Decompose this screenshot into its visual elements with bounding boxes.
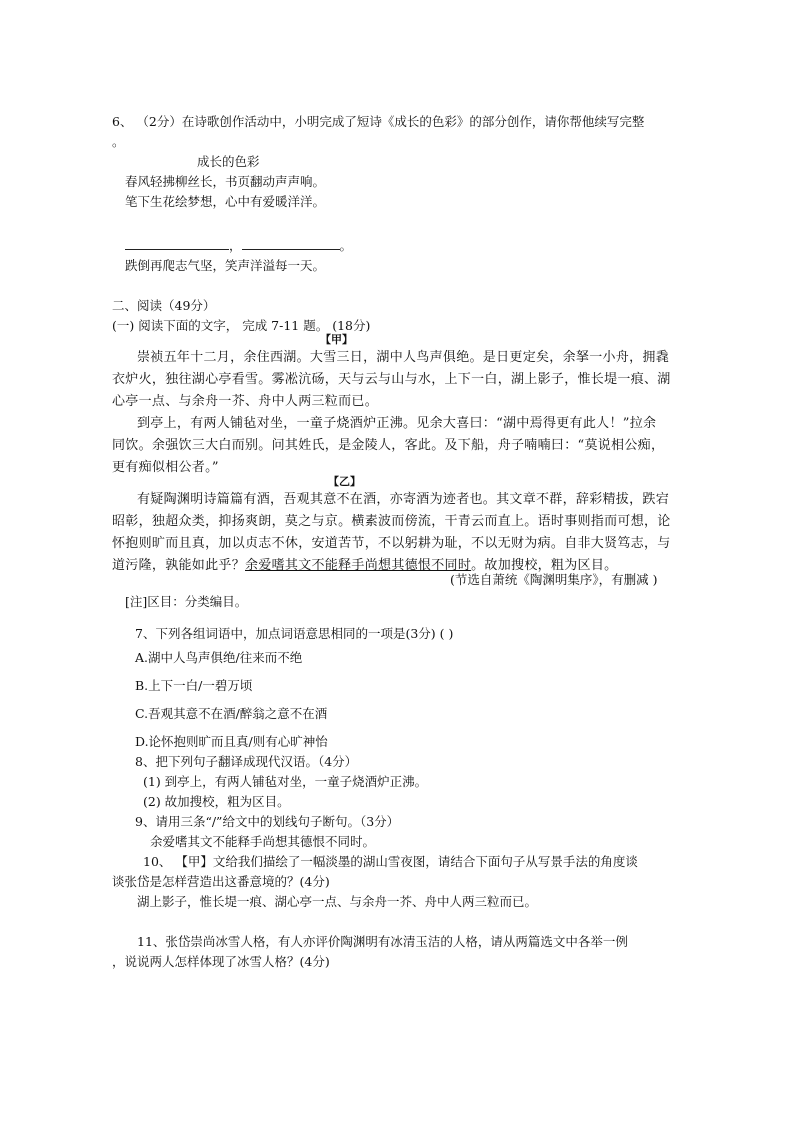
poem-blank-1[interactable] — [125, 238, 229, 250]
q8-stem: 8、把下列句子翻译成现代汉语。（4分） — [135, 754, 358, 769]
yi-line3: 怀抱则旷而且真，加以贞志不休，安道苦节，不以躬耕为耻，不以无财为病。自非大贤笃志，与 — [112, 536, 671, 551]
q10-stem-line1: 10、 【甲】文给我们描绘了一幅淡墨的湖山雪夜图，请结合下面句子从写景手法的角度谈 — [143, 854, 638, 869]
q6-stem-line2: 。 — [112, 134, 125, 149]
jia-p1-line2: 衣炉火，独往湖心亭看雪。雾凇沆砀，天与云与山与水，上下一白，湖上影子，惟长堤一痕、湖 — [112, 372, 671, 387]
yi-line4-start: 道污隆，孰能如此乎？ — [112, 558, 246, 573]
q9-sentence: 余爱嗜其文不能释手尚想其德恨不同时。 — [150, 834, 376, 849]
q10-quote: 湖上影子，惟长堤一痕、湖心亭一点、与余舟一芥、舟中人两三粒而已。 — [137, 894, 538, 909]
q11-stem-line1: 11、张岱崇尚冰雪人格，有人亦评价陶渊明有冰清玉洁的人格，请从两篇选文中各举一例 — [137, 934, 628, 949]
q10-stem-line2: 谈张岱是怎样营造出这番意境的？(4分) — [112, 874, 330, 889]
q7-option-c[interactable]: C.吾观其意不在酒/醉翁之意不在酒 — [135, 706, 328, 721]
poem-fill-line — [125, 238, 352, 254]
jia-p2-line2: 同饮。余强饮三大白而别。问其姓氏，是金陵人，客此。及下船，舟子喃喃曰：“莫说相公痴， — [112, 438, 665, 453]
source-citation: (节选自萧统《陶渊明集序》，有删减 ) — [450, 572, 658, 587]
section-sub: (一) 阅读下面的文字， 完成 7-11 题。 (18分) — [112, 318, 371, 333]
poem-blank-2[interactable] — [242, 238, 340, 250]
underlined-sentence: 余爱嗜其文不能释手尚想其德恨不同时 — [245, 558, 472, 573]
section-title: 二、阅读（49分） — [112, 298, 216, 313]
q8-sentence-2: (2) 故加搜校，粗为区目。 — [143, 794, 290, 809]
q6-stem-line1: 6、 （2分）在诗歌创作活动中，小明完成了短诗《成长的色彩》的部分创作，请你帮他续写完整 — [112, 114, 645, 129]
yi-line1: 有疑陶渊明诗篇篇有酒，吾观其意不在酒，亦寄酒为迹者也。其文章不群，辞彩精拔，跌宕 — [137, 492, 670, 507]
poem-comma: ， — [229, 238, 242, 253]
q7-option-a[interactable]: A.湖中人鸟声俱绝/往来而不绝 — [135, 650, 303, 665]
yi-mark: 【乙】 — [328, 475, 361, 488]
yi-line2: 昭彰，独超众类，抑扬爽朗，莫之与京。横素波而傍流，干青云而直上。语时事则指而可想，论 — [112, 514, 671, 529]
poem-line-1: 春风轻拂柳丝长，书页翻动声声响。 — [125, 174, 326, 189]
poem-title: 成长的色彩 — [197, 154, 260, 169]
q7-option-d[interactable]: D.论怀抱则旷而且真/则有心旷神怡 — [135, 734, 328, 749]
q7-option-b[interactable]: B.上下一白/一碧万顷 — [135, 678, 253, 693]
poem-period: 。 — [339, 238, 353, 253]
q7-stem: 7、下列各组词语中，加点词语意思相同的一项是(3分) ( ) — [135, 626, 454, 641]
poem-line-2: 笔下生花绘梦想，心中有爱暖洋洋。 — [125, 194, 326, 209]
q8-sentence-1: (1) 到亭上，有两人铺毡对坐，一童子烧酒炉正沸。 — [143, 774, 428, 789]
jia-p1-line3: 心亭一点、与余舟一芥、舟中人两三粒而已。 — [112, 394, 379, 409]
jia-p1-line1: 崇祯五年十二月，余住西湖。大雪三日，湖中人鸟声俱绝。是日更定矣，余拏一小舟，拥毳 — [137, 350, 670, 365]
poem-line-4: 跌倒再爬志气坚，笑声洋溢每一天。 — [125, 258, 326, 273]
q11-stem-line2: ，说说两人怎样体现了冰雪人格？(4分) — [112, 954, 330, 969]
yi-line4-end: 。故加搜校，粗为区目。 — [471, 558, 618, 573]
annotation-note: [注]区目：分类编目。 — [125, 594, 248, 609]
jia-p2-line1: 到亭上，有两人铺毡对坐，一童子烧酒炉正沸。见余大喜曰：“湖中焉得更有此人！”拉余 — [137, 416, 657, 431]
q9-stem: 9、请用三条“/”给文中的划线句子断句。（3分） — [135, 814, 400, 829]
jia-p2-line3: 更有痴似相公者。” — [112, 460, 219, 475]
